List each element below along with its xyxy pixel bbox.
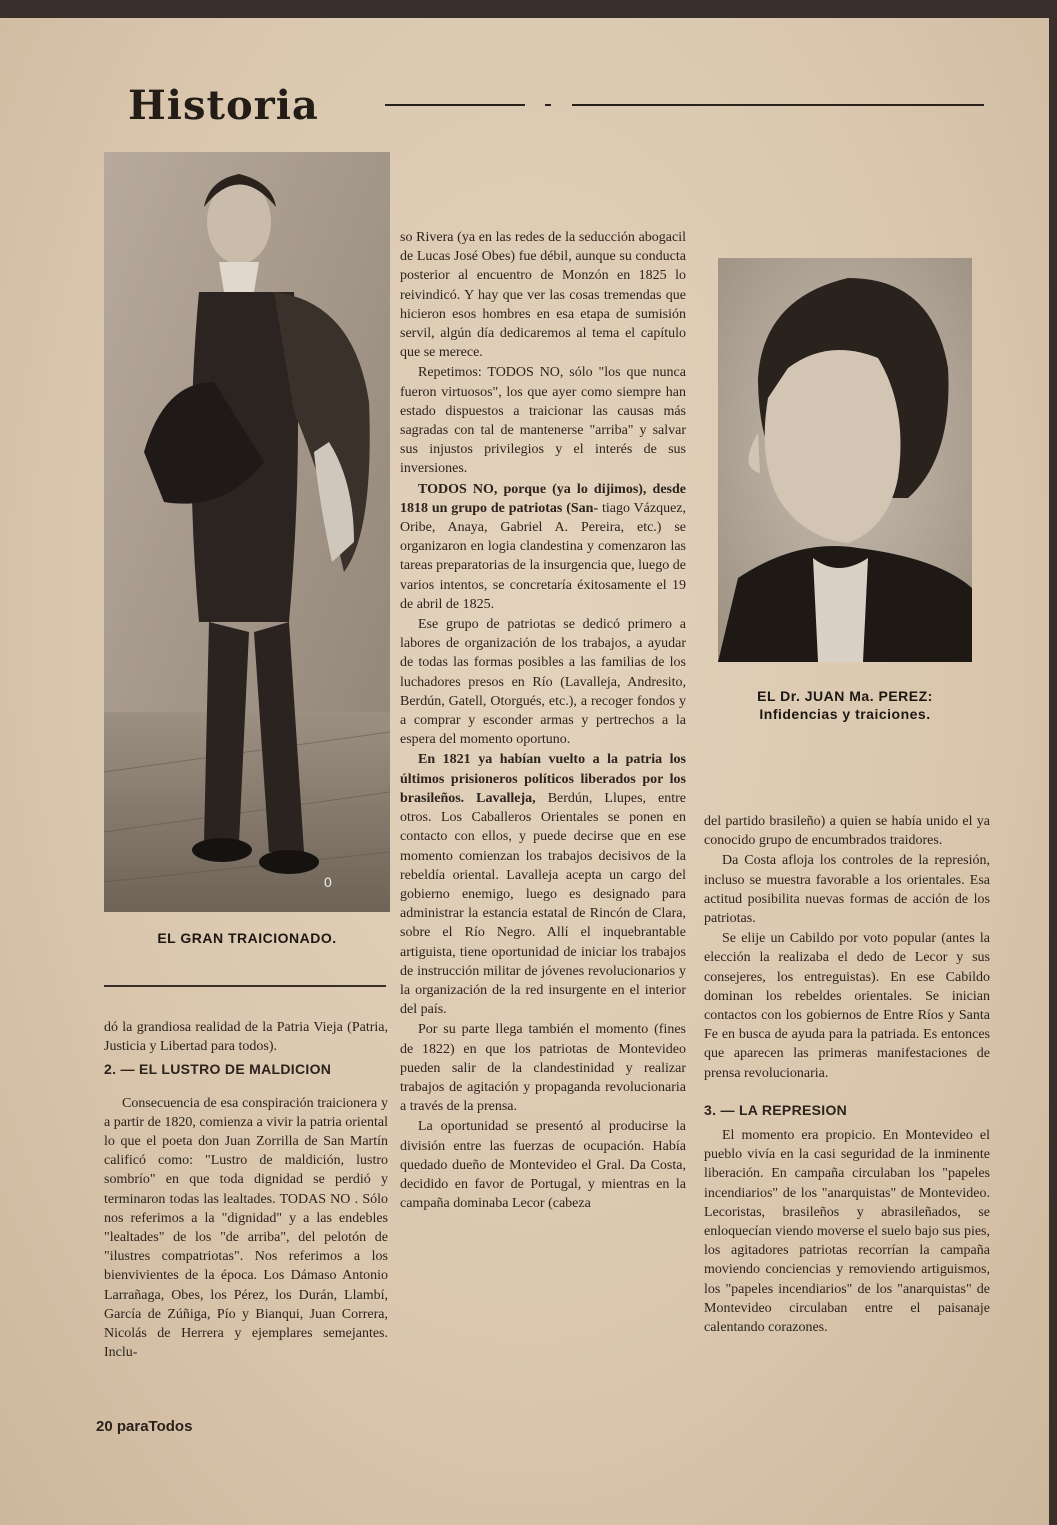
paragraph	[400, 480, 686, 614]
right-photo-caption-2: Infidencias y traiciones.	[759, 706, 931, 722]
paragraph-rest: Berdún, Llupes, entre otros. Los Caballeros Orientales se ponen en contacto con ellos, y puede decirse que en ese momento comienzan los trabajos decisivos de la rebeldía oriental. Lavalleja acepta un cargo del gobierno enemigo, luego es designado para administrar la estancia estatal de Rincón de Clara, sobre el Río Negro. Allí el inquebrantable artiguista, tiene oportunidad de iniciar los trabajos de instrucción militar de jóvenes revolucionarios y la organización de la red insurgente en el interior del país.	[400, 790, 687, 1018]
page-footer	[96, 1418, 192, 1435]
section-title: Historia	[128, 82, 319, 129]
title-rule	[572, 104, 984, 106]
paragraph: Da Costa afloja los controles de la represión, incluso se muestra favorable a los orientales. Esa actitud posibilita nuevas formas de acción de los patriotas.	[704, 853, 990, 927]
paragraph: Repetimos: TODOS NO, sólo "los que nunca fueron virtuosos", los que ayer como siempre han estado dispuestos a traicionar las causas más sagradas con tal de mantenerse "arriba" y salvar sus injustos privilegios y el interés de sus inversiones.	[400, 365, 686, 477]
column-3-text	[704, 812, 990, 1338]
column-1-text	[104, 1018, 388, 1363]
paragraph: Se elije un Cabildo por voto popular (antes la elección la realizaba el dedo de Lecor y sus consejeres, los entreguistas). En ese Cabildo dominan los rebeldes orientales. Se inician contactos con los gobiernos de Entre Ríos y Santa Fe en busca de ayuda para la patriada. Es entonces que aparecen las primeras manifestaciones de prensa revolucionaria.	[704, 931, 990, 1081]
paragraph: El momento era propicio. En Montevideo el pueblo vivía en la casi seguridad de la inminente liberación. En campaña circulaban los "papeles incendiarios" de los "anarquistas" de Montevideo. Lecoristas, brasileños y abrasileñados, se enloquecían viendo moverse el suelo bajo sus pies, los agitadores patriotas recorrían la campaña moviendo conciencias y removiendo artiguismos, los "papeles incendiarios" de los "anarquistas" de Montevideo circulaban entre el paisanaje calentando corazones.	[704, 1128, 990, 1336]
paragraph: del partido brasileño) a quien se había unido el ya conocido grupo de encumbrados traidores.	[704, 814, 990, 849]
magazine-name: paraTodos	[116, 1418, 193, 1435]
paragraph: dó la grandiosa realidad de la Patria Vieja (Patria, Justicia y Libertad para todos).	[104, 1020, 388, 1055]
title-rule	[385, 104, 525, 106]
column-2-text	[400, 228, 686, 1214]
paragraph-rest: tiago Vázquez, Oribe, Anaya, Gabriel A. Pereira, etc.) se organizaron en logia clandestina y comenzaron las tareas preparatorias de la insurgencia que, luego de varios intentos, se concretaría éxitosamente el 19 de abril de 1825.	[400, 500, 686, 612]
left-photo-caption: EL GRAN TRAICIONADO.	[157, 930, 337, 946]
subheading-lustro: 2. — EL LUSTRO DE MALDICION	[104, 1061, 332, 1078]
page-number: 20	[96, 1418, 113, 1435]
bold-lead: TODOS NO, porque (ya lo dijimos), desde 1818 un grupo de patriotas (San-	[400, 481, 686, 516]
portrait-illustration	[104, 152, 390, 912]
scan-border-right	[1049, 0, 1057, 1525]
paragraph: La oportunidad se presentó al producirse la división entre las fuerzas de ocupación. Había quedado dueño de Montevideo el Gral. Da Costa, decidido en favor de Portugal, y mientras en la campaña dominaba Lecor (cabeza	[400, 1119, 686, 1212]
right-photo-caption-1: EL Dr. JUAN Ma. PEREZ:	[757, 688, 933, 704]
portrait-photo-right	[718, 258, 972, 662]
column-rule	[104, 985, 386, 987]
bold-lead: En 1821 ya habían vuelto a la patria los últimos prisioneros políticos liberados por los brasileños. Lavalleja,	[400, 752, 686, 806]
title-rule	[545, 104, 551, 106]
paragraph: so Rivera (ya en las redes de la seducción abogacil de Lucas José Obes) fue débil, aunque su conducta posterior al encuentro de Monzón en 1825 lo reivindicó. Y hay que ver las cosas tremendas que hicieron esos hombres en esa etapa de sumisión servil, algún día dedicaremos al tema el capítulo que se merece.	[400, 230, 686, 361]
paragraph: Ese grupo de patriotas se dedicó primero a labores de organización de los trabajos, a ayudar de todas las formas posibles a las familias de los luchadores presos en Río (Lavalleja, Andresito, Berdún, Gatell, Otorgués, etc.), a recoger fondos y a comprar y esconder armas y pertrechos a la espera del momento oportuno.	[400, 617, 686, 748]
paragraph	[400, 750, 686, 1019]
profile-illustration	[718, 258, 972, 662]
scan-border-top	[0, 0, 1057, 18]
paragraph: Consecuencia de esa conspiración traicionera y a partir de 1820, comienza a vivir la patria oriental lo que el poeta don Juan Zorrilla de San Martín calificó como: "Lustro de maldición, lustro sombrío" en que toda dignidad se perdió y terminaron todas las lealtades. TODAS NO . Sólo nos referimos a la "dignidad" y a las endebles "lealtades" de los "de arriba", del pelotón de "ilustres compatriotas". Nos referimos a los bienvivientes de la época. Los Dámaso Antonio Larrañaga, Obes, los Pérez, los Durán, Llambí, García de Zúñiga, Pío y Bianqui, Juan Correra, Nicolás de Herrera y ejemplares semejantes. Inclu-	[104, 1095, 388, 1361]
subheading-represion: 3. — LA REPRESION	[704, 1101, 848, 1118]
paragraph: Por su parte llega también el momento (fines de 1822) en que los patriotas de Montevideo pueden salir de la clandestinidad y realizar trabajos de agitación y propaganda revolucionaria a través de la prensa.	[400, 1022, 686, 1115]
svg-text:0: 0	[324, 874, 332, 890]
portrait-photo-left	[104, 152, 390, 912]
